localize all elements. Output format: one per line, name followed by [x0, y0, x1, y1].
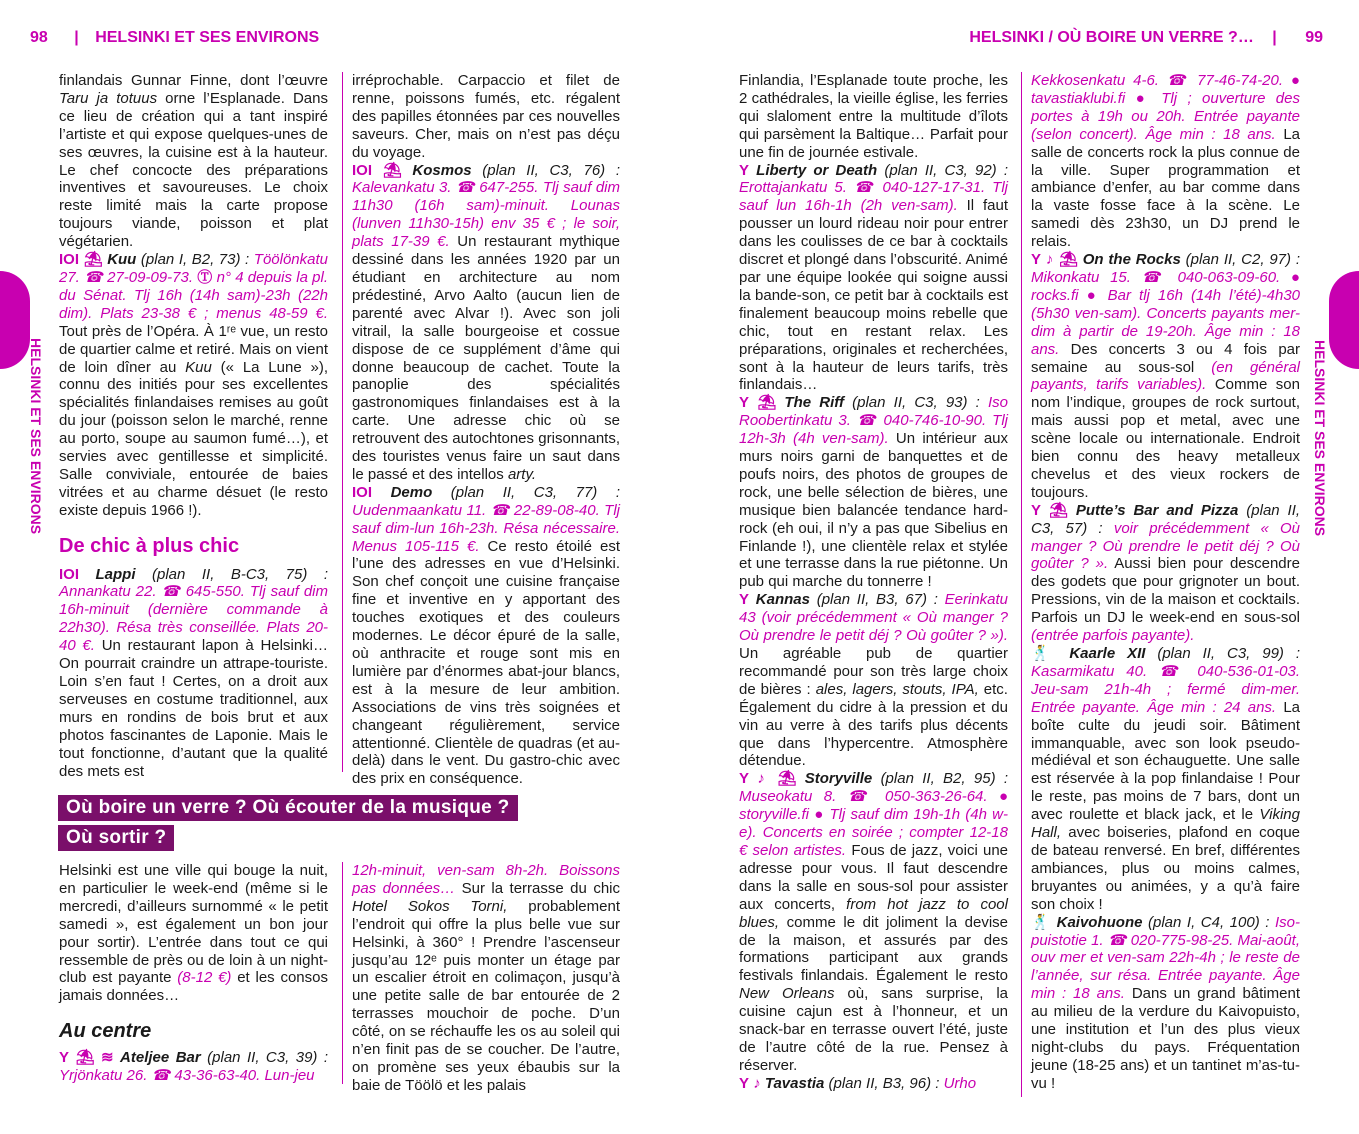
paragraph: Helsinki est une ville qui bouge la nuit, en particulier le week-end (même si le mercredi, d’ailleurs surnommé « le petit samedi », est également un bon jour pour sortir). L’entrée dans tout ce qui ressemble de près ou de loin à un night-club est payante (8-12 €) et les consos jamais données… [59, 862, 328, 1005]
listing-tavastia: Y ♪ Tavastia (plan II, B3, 96) : Urho [739, 1074, 977, 1092]
listing-kosmos: IOI ⛱ Kosmos (plan II, C3, 76) : Kalevankatu 3. ☎ 647-255. Tlj sauf dim 11h30 (16h sam)-minuit. Lounas (lunven 11h30-15h) env 35 € ; le soir, plats 17-39 €. Un restaurant mythique dessiné dans les années 1920 par un étudiant en architecture au nom prédestiné, Arvo Aalto (aucun lien de parenté avec Alvar !). Avec son joli vitrail, la salle bourgeoise et cossue dispose de ce supplément d’âme qui donne beaucoup de cachet. Toute la panoplie des spécialités gastronomiques finlandaises est à la carte. Une adresse chic où se retrouvent des autochtones grisonnants, des touristes venus faire un saut dans le passé et des intellos arty. [352, 161, 620, 483]
left-page-header [30, 29, 319, 47]
listing-name: Liberty or Death [756, 161, 878, 179]
terrace-icon: ⛱ [83, 251, 103, 269]
column-3 [59, 862, 328, 1085]
restaurant-icon: IOI [352, 483, 373, 501]
listing-demo: IOI Demo (plan II, C3, 77) : Uudenmaankatu 11. ☎ 22-89-08-40. Tlj sauf dim-lun 16h-23h. Résa nécessaire. Menus 105-115 €. Ce resto étoilé est l’une des adresses en vue d’Helsinki. Son chef conçoit une cuisine française fine et inventive en y apportant des touches exotiques et des couleurs modernes. Le décor épuré de la salle, où anthracite et rouge sont mis en lumière par d’énormes abat-jour blancs, est à la mesure de leur ambition. Associations de vins très soignées et changeant régulièrement, service attentionné. Clientèle de quadras (et au-delà) dans le vent. Du gastro-chic avec des prix en conséquence. [352, 483, 621, 788]
terrace-icon: ⛱ [1048, 501, 1068, 519]
listing-name: Ateljee Bar [120, 1049, 201, 1067]
listing-name: Putte’s Bar and Pizza [1075, 501, 1239, 519]
column-6 [1031, 72, 1300, 1093]
section-banner-line1: Où boire un verre ? Où écouter de la musique ? [58, 795, 518, 821]
section-banner-line2: Où sortir ? [58, 825, 174, 851]
listing-kannas: Y Kannas (plan II, B3, 67) : Eerinkatu 43 (voir précédemment « Où manger ? Où prendre le petit déj ? Où goûter ? »). Un agréable pub de quartier recommandé pour son très large choix de bières : ales, lagers, stouts, IPA, etc. Également du cidre à la pression et du vin au verre à des tarifs plus décents que dans l’hypercentre. Atmosphère détendue. [739, 591, 1009, 770]
side-label-right: HELSINKI ET SES ENVIRONS [1312, 340, 1328, 537]
terrace-icon: ⛱ [777, 770, 797, 788]
listing-name: Kosmos [412, 161, 472, 179]
restaurant-icon: IOI [59, 565, 80, 583]
right-thumb-tab [1329, 271, 1359, 369]
listing-storyville: Y ♪ ⛱ Storyville (plan II, B2, 95) : Museokatu 8. ☎ 050-363-26-64. ● storyville.fi ● Tlj sauf dim 19h-1h (4h w-e). Concerts en soirée ; compter 12-18 € selon artistes. Fous de jazz, voici une adresse pour vous. Il faut descendre dans la salle en sous-sol pour assister aux concerts, from hot jazz to cool blues, comme le dit joliment la devise de la maison, et assurés par des formations participant aux grands festivals finlandais. Également le resto New Orleans où, sans surprise, la cuisine cajun est à l’honneur, et un snack-bar en terrasse ouvert l’été, juste de l’autre côté de la rue. Pensez à réserver. [739, 770, 1009, 1074]
listing-lappi: IOI Lappi (plan II, B-C3, 75) : Annankatu 22. ☎ 645-550. Tlj sauf dim 16h-minuit (dernière commande à 22h30). Résa très conseillée. Plats 20-40 €. Un restaurant lapon à Helsinki… On pourrait craindre un attrape-touriste. Loin s’en faut ! Certes, on a droit aux serveuses en costume traditionnel, aux murs en rondins de bois brut et aux photos fascinantes de Laponie. Mais le tout fonctionne, d’autant que la qualité des mets est [59, 565, 329, 780]
listing-riff: Y ⛱ The Riff (plan II, C3, 93) : Iso Roobertinkatu 3. ☎ 040-746-10-90. Tlj 12h-3h (4h ven-sam). Un intérieur aux murs noirs garni de banquettes et de poufs noirs, des photos de groupes de rock, une belle sélection de bières, une musique bien balancée tendance hard-rock (eh oui, il n’y a pas que Sibelius en Finlande !), une clientèle relax et stylée et une terrasse dans la rue piétonne. Un pub qui marche du tonnerre ! [739, 394, 1009, 591]
terrace-icon: ⛱ [757, 394, 777, 412]
column-5 [739, 72, 1008, 1093]
listing-name: Kuu [107, 251, 137, 269]
page-number-right: 99 [1305, 29, 1323, 46]
listing-name: Lappi [95, 565, 136, 583]
paragraph: irréprochable. Carpaccio et filet de renne, poissons fumés, etc. régalent des papilles étonnées par ces nouvelles saveurs. Cher, mais on n’est pas déçu du voyage. [352, 72, 620, 161]
bar-icon: Y [59, 1049, 70, 1067]
left-thumb-tab [0, 271, 30, 369]
music-icon: ♪ [757, 770, 769, 788]
listing-name: The Riff [784, 394, 844, 412]
restaurant-icon: IOI [352, 161, 373, 179]
paragraph: Finlandia, l’Esplanade toute proche, les 2 cathédrales, la vieille église, les ferries qui slaloment entre la multitude d’îlots qui parsèment la Baltique… Parfait pour une fin de journée estivale. [739, 72, 1008, 161]
terrace-icon: ⛱ [1058, 251, 1078, 269]
column-rule [1021, 72, 1022, 1097]
listing-kuu: IOI ⛱ Kuu (plan I, B2, 73) : Töölönkatu 27. ☎ 27-09-09-73. Ⓣ n° 4 depuis la pl. du Sénat. Tlj 16h (14h sam)-23h (22h dim). Plats 23-38 € ; menus 48-59 €. Tout près de l’Opéra. À 1ʳᵉ vue, un resto de quartier calme et retiré. Mais on vient de loin dîner au Kuu (« La Lune »), connu des initiés pour ses excellentes spécialités finlandaises remises au goût du jour (poisson selon le marché, renne au porto, soupe au saumon fumé…), et servies avec gentillesse et simplicité. Salle conviviale, entourée de baies vitrées et au charme désuet (le resto existe depuis 1966 !). [59, 251, 328, 519]
listing-puttes: Y ⛱ Putte’s Bar and Pizza (plan II, C3, 57) : voir précédemment « Où manger ? Où prendre le petit déj ? Où goûter ? ». Aussi bien pour descendre des godets que pour grignoter un bout. Pressions, vin de la maison et cocktails. Parfois un DJ le week-end en sous-sol (entrée parfois payante). [1031, 501, 1301, 645]
bar-icon: Y [739, 591, 750, 609]
running-head-right: HELSINKI / OÙ BOIRE UN VERRE ?… [969, 29, 1254, 46]
column-4 [352, 862, 620, 1095]
listing-name: Storyville [804, 770, 873, 788]
music-icon: ♪ [1045, 251, 1055, 269]
bar-icon: Y [739, 770, 750, 788]
listing-on-the-rocks: Y ♪ ⛱ On the Rocks (plan II, C2, 97) : Mikonkatu 15. ☎ 040-063-09-60. ● rocks.fi ● Bar tlj 16h (14h l’été)-4h30 (5h30 ven-sam). Concerts payants mer-dim à partir de 19-20h. Âge min : 18 ans. Des concerts 3 ou 4 fois par semaine au sous-sol (en général payants, tarifs variables). Comme son nom l’indique, groupes de rock surtout, mais aussi pop et metal, avec une scène locale ou internationale. Endroit bien connu des heavy metalleux chevelus et des vieux rockers de toujours. [1031, 251, 1301, 501]
header-separator: | [74, 29, 79, 46]
listing-name: Kaarle XII [1069, 645, 1146, 662]
bar-icon: Y [739, 1074, 750, 1092]
dance-icon: 🕺 [1031, 645, 1058, 662]
running-head-left: HELSINKI ET SES ENVIRONS [95, 29, 320, 46]
bar-icon: Y [1031, 501, 1042, 519]
listing-ateljee: Y ⛱ ≋ Ateljee Bar (plan II, C3, 39) : Yrjönkatu 26. ☎ 43-36-63-40. Lun-jeu [59, 1049, 329, 1085]
listing-kaarle: 🕺 Kaarle XII (plan II, C3, 99) : Kasarmikatu 40. ☎ 040-536-01-03. Jeu-sam 21h-4h ; fermé dim-mer. Entrée payante. Âge min : 24 ans. La boîte culte du jeudi soir. Bâtiment immanquable, avec son look pseudo-médiéval et son échauguette. Une salle est réservée à la pop finlandaise ! Pour le reste, pas moins de 7 bars, dont un avec roulette et black jack, et le Viking Hall, avec boiseries, plafond en coque de bateau renversé. En bref, différentes ambiances, plus ou moins calmes, bruyantes ou animées, y a qu’à faire son choix ! [1031, 645, 1300, 913]
bar-icon: Y [739, 394, 750, 412]
column-rule [342, 862, 343, 1084]
paragraph: finlandais Gunnar Finne, dont l’œuvre Taru ja totuus orne l’Esplanade. Dans ce lieu de création qui a tant inspiré l’artiste et qui expose quelques-unes de ses œuvres, la cuisine est à la hauteur. Le chef concocte des préparations inventives et savoureuses. Le choix reste limité mais la carte propose toujours viande, poisson et plat végétarien. [59, 72, 328, 251]
listing-name: Kannas [755, 591, 810, 609]
dance-icon: 🕺 [1031, 913, 1052, 931]
listing-name: Kaivohuone [1056, 913, 1143, 931]
listing-kaivohuone: 🕺 Kaivohuone (plan I, C4, 100) : Iso-puistotie 1. ☎ 020-775-98-25. Mai-août, ouv mer et ven-sam 22h-4h ; le reste de l’année, sur résa. Entrée payante. Âge min : 18 ans. Dans un grand bâtiment au milieu de la verdure du Kaivopuisto, une institution et l’un des plus vieux night-clubs du pays. Fréquentation jeune (18-25 ans) et un tantinet m’as-tu-vu ! [1031, 913, 1300, 1092]
music-icon: ♪ [753, 1074, 761, 1092]
bar-icon: Y [1031, 251, 1042, 269]
header-separator: | [1272, 29, 1277, 46]
restaurant-icon: IOI [59, 251, 80, 269]
section-heading-chic: De chic à plus chic [59, 534, 240, 557]
paragraph: Kekkosenkatu 4-6. ☎ 77-46-74-20. ● tavastiaklubi.fi ● Tlj ; ouverture des portes à 19h ou 20h. Entrée payante (selon concert). Âge min : 18 ans. La salle de concerts rock la plus connue de la ville. Super programmation et ambiance d’enfer, au bar comme dans la vaste fosse face à la scène. Le samedi dès 23h30, un DJ prend le relais. [1031, 72, 1300, 251]
column-rule [342, 72, 343, 772]
tram-icon: Ⓣ [197, 268, 213, 286]
right-page-header [969, 29, 1323, 47]
wifi-icon: ≋ [101, 1049, 114, 1067]
terrace-icon: ⛱ [382, 161, 402, 179]
listing-name: Demo [390, 483, 433, 501]
listing-liberty: Y Liberty or Death (plan II, C3, 92) : Erottajankatu 5. ☎ 040-127-17-31. Tlj sauf lun 16h-1h (2h ven-sam). Il faut pousser un lourd rideau noir pour entrer dans les coulisses de ce bar à cocktails discret et plongé dans l’obscurité. Animé par une équipe lookée qui soigne aussi la bande-son, ce petit bar à cocktails est finalement beaucoup moins rebelle que chic, tout en restant relax. Les préparations, originales et recherchées, sont à la hauteur de leurs tarifs, très finlandais… [739, 161, 1008, 394]
column-2 [352, 72, 620, 788]
listing-name: Tavastia [764, 1074, 825, 1092]
terrace-icon: ⛱ [75, 1049, 95, 1067]
side-label-left: HELSINKI ET SES ENVIRONS [28, 338, 44, 535]
listing-name: On the Rocks [1082, 251, 1181, 269]
column-1 [59, 72, 328, 780]
bar-icon: Y [739, 161, 750, 179]
section-heading-centre: Au centre [59, 1020, 152, 1043]
page-number-left: 98 [30, 29, 48, 46]
paragraph: 12h-minuit, ven-sam 8h-2h. Boissons pas données… Sur la terrasse du chic Hotel Sokos Torni, probablement l’endroit qui offre la plus belle vue sur Helsinki, à 360° ! Prendre l’ascenseur jusqu’au 12ᵉ puis monter un étage par un escalier étroit en colimaçon, jusqu’à une petite salle de bar entourée de 2 terrasses mouchoir de poche. D’un côté, on se réchauffe les os au soleil qui n’en finit pas de se coucher. De l’autre, on promène ses yeux ébaubis sur la baie de Töölö et les palais [352, 862, 620, 1094]
